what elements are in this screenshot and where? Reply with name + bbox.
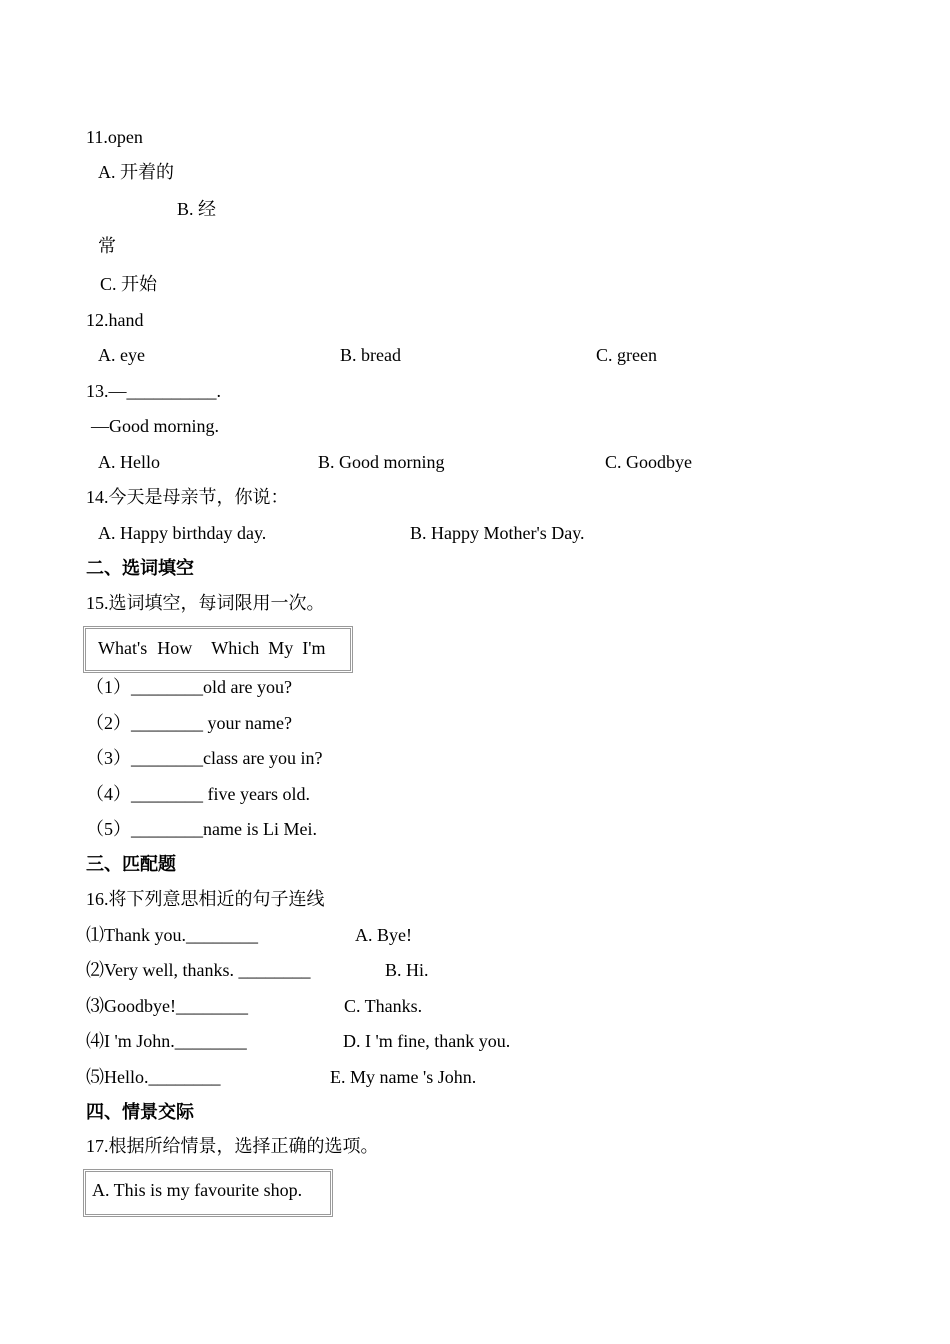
word-bank-item: How <box>157 638 193 658</box>
q15-item-5[interactable]: （5）________name is Li Mei. <box>86 819 317 839</box>
q12-option-a[interactable]: A. eye <box>98 345 145 365</box>
q15-item-3[interactable]: （3）________class are you in? <box>86 748 323 768</box>
q11-option-b[interactable]: B. 经 <box>177 199 217 219</box>
word-bank-box <box>83 626 353 673</box>
word-bank-item: What's <box>98 638 148 658</box>
q13-reply: —Good morning. <box>91 416 219 436</box>
q16-left-3[interactable]: ⑶Goodbye!________ <box>86 996 248 1016</box>
q15-stem: 15.选词填空，每词限用一次。 <box>86 593 325 613</box>
q16-left-4[interactable]: ⑷I 'm John.________ <box>86 1031 247 1051</box>
q13-option-b[interactable]: B. Good morning <box>318 452 445 472</box>
word-bank-item: I'm <box>302 638 326 658</box>
q11-option-a[interactable]: A. 开着的 <box>98 162 174 182</box>
q14-option-b[interactable]: B. Happy Mother's Day. <box>410 523 585 543</box>
q14-stem: 14.今天是母亲节，你说： <box>86 487 289 507</box>
section-4-heading: 四、情景交际 <box>86 1102 194 1122</box>
q11-stem: 11.open <box>86 127 143 147</box>
word-bank-item: Which <box>211 638 260 658</box>
q16-right-d[interactable]: D. I 'm fine, thank you. <box>343 1031 511 1051</box>
word-bank <box>98 637 325 659</box>
word-bank-item: My <box>268 638 294 658</box>
q16-right-a[interactable]: A. Bye! <box>355 925 412 945</box>
q13-stem: 13.—__________. <box>86 381 221 401</box>
q14-option-a[interactable]: A. Happy birthday day. <box>98 523 267 543</box>
q12-option-b[interactable]: B. bread <box>340 345 401 365</box>
q16-right-b[interactable]: B. Hi. <box>385 960 429 980</box>
q13-option-c[interactable]: C. Goodbye <box>605 452 692 472</box>
q13-option-a[interactable]: A. Hello <box>98 452 160 472</box>
q16-right-c[interactable]: C. Thanks. <box>344 996 423 1016</box>
q16-left-5[interactable]: ⑸Hello.________ <box>86 1067 221 1087</box>
q15-item-4[interactable]: （4）________ five years old. <box>86 784 310 804</box>
q16-left-1[interactable]: ⑴Thank you.________ <box>86 925 258 945</box>
q12-option-c[interactable]: C. green <box>596 345 657 365</box>
q15-item-2[interactable]: （2）________ your name? <box>86 713 292 733</box>
q17-option-a[interactable]: A. This is my favourite shop. <box>92 1180 303 1200</box>
q16-stem: 16.将下列意思相近的句子连线 <box>86 889 325 909</box>
q16-left-2[interactable]: ⑵Very well, thanks. ________ <box>86 960 311 980</box>
q12-stem: 12.hand <box>86 310 144 330</box>
section-3-heading: 三、匹配题 <box>86 854 176 874</box>
q11-option-c[interactable]: C. 开始 <box>100 274 158 294</box>
section-2-heading: 二、选词填空 <box>86 558 194 578</box>
q17-stem: 17.根据所给情景，选择正确的选项。 <box>86 1136 379 1156</box>
q16-right-e[interactable]: E. My name 's John. <box>330 1067 477 1087</box>
q11-option-b-continued: 常 <box>98 236 116 256</box>
q17-option-box <box>83 1169 333 1217</box>
q15-item-1[interactable]: （1）________old are you? <box>86 677 292 697</box>
